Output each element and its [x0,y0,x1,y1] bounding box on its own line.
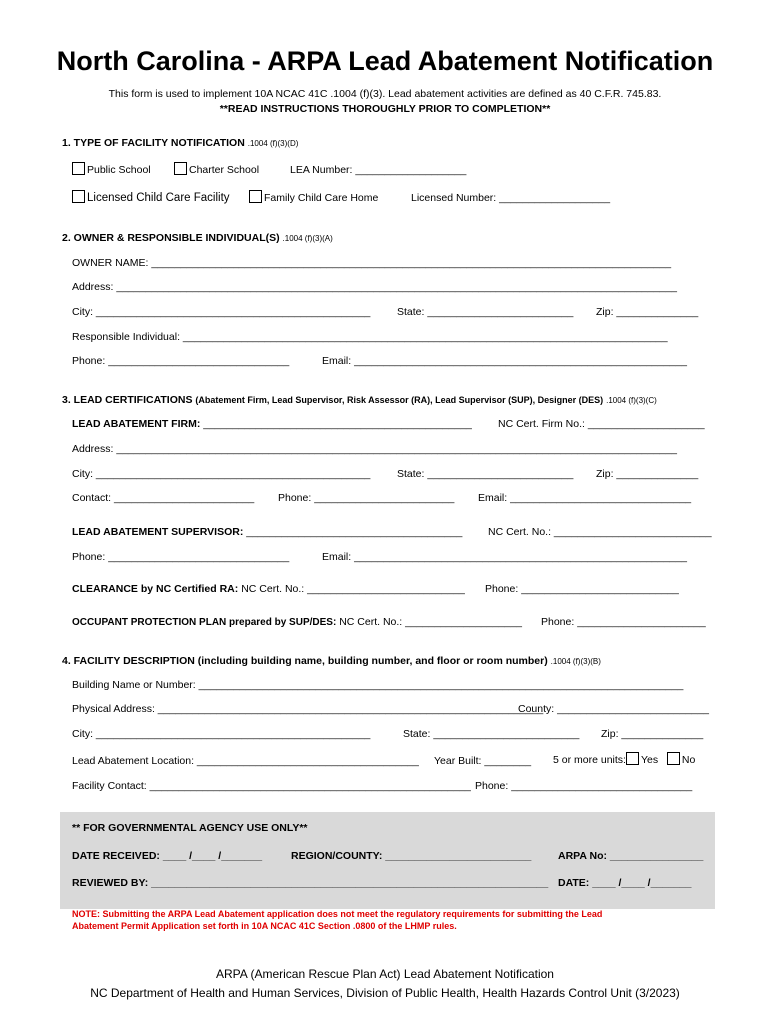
public-school-option[interactable] [72,162,151,176]
abatement-firm-field[interactable] [72,418,472,430]
government-use-heading: ** FOR GOVERNMENTAL AGENCY USE ONLY** [72,822,308,834]
supervisor-cert-field[interactable]: NC Cert. No.: ___________________________ [488,526,712,538]
firm-contact-field[interactable]: Contact: ________________________ [72,492,255,504]
units-no-label: No [681,754,696,766]
firm-city-field[interactable]: City: _______________________________________________ [72,468,371,480]
owner-address-field[interactable]: Address: ________________________________________________________________________________________________ [72,281,677,293]
clearance-phone-field[interactable]: Phone: ___________________________ [485,583,679,595]
responsible-individual-field[interactable]: Responsible Individual: ___________________________________________________________________________________ [72,331,668,343]
family-home-checkbox[interactable] [249,190,262,203]
facility-state-field[interactable]: State: _________________________ [403,728,580,740]
owner-name-field[interactable]: OWNER NAME: _________________________________________________________________________________________ [72,257,672,269]
physical-address-field[interactable]: Physical Address: __________________________________________________________________ [72,703,544,715]
section-1-heading [62,137,298,149]
supervisor-label: LEAD ABATEMENT SUPERVISOR: [72,526,244,538]
footer-agency: NC Department of Health and Human Services, Division of Public Health, Health Hazards Control Unit (3/2023) [90,986,680,1000]
facility-zip-field[interactable]: Zip: ______________ [601,728,704,740]
supervisor-email-field[interactable]: Email: _________________________________________________________ [322,551,687,563]
section-4-ref: .1004 (f)(3)(B) [550,657,601,666]
arpa-number-field[interactable]: ARPA No: ________________ [558,850,704,862]
owner-phone-field[interactable]: Phone: _______________________________ [72,355,290,367]
firm-state-field[interactable]: State: _________________________ [397,468,574,480]
supervisor-line: _____________________________________ [246,526,463,538]
section-3-heading [62,394,657,406]
footer-title: ARPA (American Rescue Plan Act) Lead Abatement Notification [216,967,554,981]
licensed-care-option[interactable] [72,190,230,204]
county-field[interactable]: County: __________________________ [518,703,709,715]
supervisor-field[interactable] [72,526,462,538]
page-title: North Carolina - ARPA Lead Abatement Notification [56,46,714,76]
occupant-plan-field[interactable] [72,616,522,628]
units-label: 5 or more units: [553,754,626,766]
section-2-heading [62,232,333,244]
section-1-ref: .1004 (f)(3)(D) [247,139,299,148]
section-2-ref: .1004 (f)(3)(A) [282,234,333,243]
owner-zip-field[interactable]: Zip: ______________ [596,306,699,318]
section-3-ref: .1004 (f)(3)(C) [606,396,657,405]
section-3-title: 3. LEAD CERTIFICATIONS [62,394,193,406]
clearance-cert: NC Cert. No.: ___________________________ [241,583,465,595]
family-home-option[interactable] [249,190,378,204]
section-4-heading [62,655,601,667]
occupant-phone-field[interactable]: Phone: ______________________ [541,616,706,628]
section-4-title: 4. FACILITY DESCRIPTION (including building name, building number, and floor or room number) [62,655,548,667]
facility-contact-field[interactable]: Facility Contact: _______________________________________________________ [72,780,471,792]
firm-zip-field[interactable]: Zip: ______________ [596,468,699,480]
abatement-location-field[interactable]: Lead Abatement Location: ______________________________________ [72,755,419,767]
firm-phone-field[interactable]: Phone: ________________________ [278,492,455,504]
occupant-plan-cert: NC Cert. No.: ____________________ [339,616,522,628]
clearance-field[interactable] [72,583,465,595]
year-built-field[interactable]: Year Built: ________ [434,755,532,767]
lea-number-field[interactable]: LEA Number: ___________________ [290,164,467,176]
occupant-plan-label: OCCUPANT PROTECTION PLAN prepared by SUP/DES: [72,617,337,628]
public-school-checkbox[interactable] [72,162,85,175]
units-yes-label: Yes [640,754,659,766]
firm-email-field[interactable]: Email: _______________________________ [478,492,692,504]
licensed-number-field[interactable]: Licensed Number: ___________________ [411,192,611,204]
date-received-field[interactable]: DATE RECEIVED: ____ /____ /_______ [72,850,263,862]
licensed-care-checkbox[interactable] [72,190,85,203]
instructions-warning: **READ INSTRUCTIONS THOROUGHLY PRIOR TO COMPLETION** [219,103,551,115]
reviewed-by-field[interactable]: REVIEWED BY: ____________________________________________________________________ [72,877,549,889]
review-date-field[interactable]: DATE: ____ /____ /_______ [558,877,692,889]
owner-email-field[interactable]: Email: _________________________________________________________ [322,355,687,367]
abatement-firm-label: LEAD ABATEMENT FIRM: [72,418,201,430]
owner-state-field[interactable]: State: _________________________ [397,306,574,318]
firm-address-field[interactable]: Address: ________________________________________________________________________________________________ [72,443,677,455]
intro-text: This form is used to implement 10A NCAC 41C .1004 (f)(3). Lead abatement activities are defined as 40 C.F.R. 745.83. [108,88,662,100]
clearance-label: CLEARANCE by NC Certified RA: [72,583,239,595]
section-2-title: 2. OWNER & RESPONSIBLE INDIVIDUAL(S) [62,232,280,244]
facility-city-field[interactable]: City: _______________________________________________ [72,728,371,740]
section-3-subtitle: (Abatement Firm, Lead Supervisor, Risk Assessor (RA), Lead Supervisor (SUP), Designer (DES) [195,395,604,405]
abatement-firm-line: ______________________________________________ [203,418,472,430]
facility-phone-field[interactable]: Phone: _______________________________ [475,780,693,792]
units-yes-checkbox[interactable] [626,752,639,765]
note-line-2: Abatement Permit Application set forth in 10A NCAC 41C Section .0800 of the LHMP rules. [72,921,457,931]
licensed-care-label: Licensed Child Care Facility [87,192,230,204]
units-question [553,752,695,766]
firm-cert-field[interactable]: NC Cert. Firm No.: ____________________ [498,418,705,430]
building-name-field[interactable]: Building Name or Number: ___________________________________________________________________________________ [72,679,684,691]
supervisor-phone-field[interactable]: Phone: _______________________________ [72,551,290,563]
units-no-checkbox[interactable] [667,752,680,765]
public-school-label: Public School [87,164,151,176]
section-1-title: 1. TYPE OF FACILITY NOTIFICATION [62,137,245,149]
charter-school-checkbox[interactable] [174,162,187,175]
note-line-1: NOTE: Submitting the ARPA Lead Abatement application does not meet the regulatory requirements for submitting the Lead [72,909,603,919]
charter-school-label: Charter School [189,164,260,176]
region-county-field[interactable]: REGION/COUNTY: _________________________ [291,850,532,862]
owner-city-field[interactable]: City: _______________________________________________ [72,306,371,318]
family-home-label: Family Child Care Home [264,192,379,204]
charter-school-option[interactable] [174,162,259,176]
